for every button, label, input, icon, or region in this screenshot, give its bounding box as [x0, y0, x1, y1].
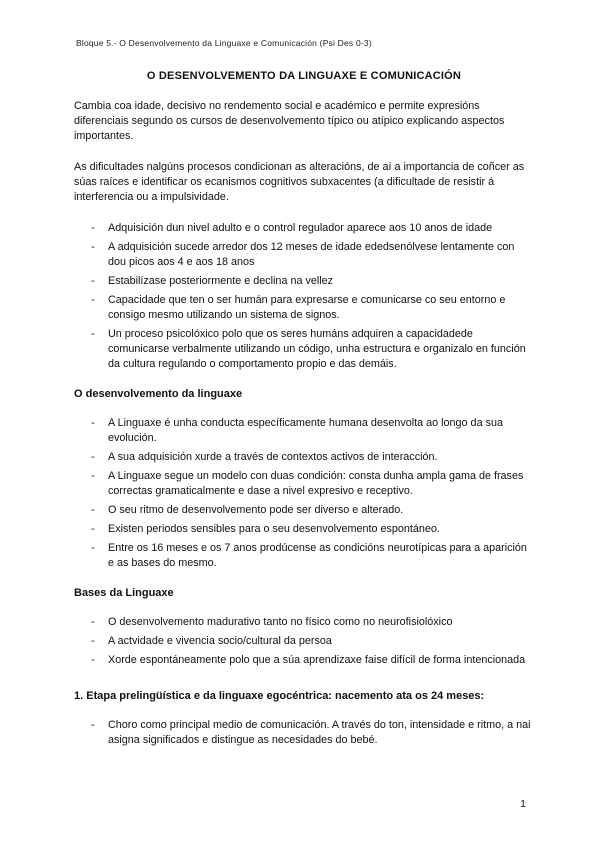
list-item: - Entre os 16 meses e os 7 anos prodúcense as condicións neurotípicas para a aparición e as bases do mesmo. [74, 541, 534, 571]
intro-paragraph: As dificultades nalgúns procesos condicionan as alteracións, de aí a importancia de coñcer as súas raíces e identificar os ecanismos cognitivos subxacentes (a dificultade de resistir á interferencia ou a impulsividade. [74, 161, 525, 203]
list-item: - Un proceso psicolóxico polo que os seres humáns adquiren a capacidadede comunicarse verbalmente utilizando un código, unha estructura e organizalo en función da cultura regulando o comportamento propio e das demáis. [74, 327, 534, 372]
list-item: - Existen periodos sensibles para o seu desenvolvemento espontáneo. [74, 522, 534, 537]
list-item: - A actvidade e vivencia socio/cultural da persoa [74, 634, 534, 649]
stage-heading: 1. Etapa prelingüística e da linguaxe egocéntrica: nacemento ata os 24 meses: [74, 690, 485, 702]
list-item: - O desenvolvemento madurativo tanto no físico como no neurofisiolóxico [74, 615, 534, 630]
list-item: - A Linguaxe é unha conducta específicamente humana desenvolta ao longo da sua evolución. [74, 416, 534, 446]
page-number: 1 [520, 798, 526, 810]
list-item: - Xorde espontáneamente polo que a súa aprendizaxe faise difícil de forma intencionada [74, 653, 534, 668]
list-item: - A adquisición sucede arredor dos 12 meses de idade ededsenólvese lentamente con dou picos aos 4 e aos 18 anos [74, 240, 534, 270]
list-item: - Adquisición dun nivel adulto e o control regulador aparece aos 10 anos de idade [74, 221, 534, 236]
section-heading: O desenvolvemento da linguaxe [74, 388, 243, 400]
section-list [74, 615, 534, 668]
intro-list [74, 221, 534, 372]
list-item: - Capacidade que ten o ser humán para expresarse e comunicarse co seu entorno e consigo mesmo utilizando un sistema de signos. [74, 293, 534, 323]
section-heading: Bases da Linguaxe [74, 587, 174, 599]
page-content [74, 70, 534, 764]
section-list [74, 718, 534, 748]
running-header: Bloque 5.- O Desenvolvemento da Linguaxe e Comunicación (Psi Des 0-3) [76, 38, 372, 48]
section-list [74, 416, 534, 571]
list-item: - Choro como principal medio de comunicación. A través do ton, intensidade e ritmo, a nai asigna significados e distingue as necesidades do bebé. [74, 718, 534, 748]
list-item: - A Linguaxe segue un modelo con duas condición: consta dunha ampla gama de frases correctas gramaticalmente e dase a nivel expresivo e receptivo. [74, 469, 534, 499]
list-item: - O seu ritmo de desenvolvemento pode ser diverso e alterado. [74, 503, 534, 518]
intro-paragraph: Cambia coa idade, decisivo no rendemento social e académico e permite expresións diferenciais segundo os cursos de desenvolvemento típico ou atípico explicando aspectos importantes. [74, 100, 505, 142]
list-item: - Estabilízase posteriormente e declina na vellez [74, 274, 534, 289]
list-item: - A sua adquisición xurde a través de contextos activos de interacción. [74, 450, 534, 465]
document-title: O DESENVOLVEMENTO DA LINGUAXE E COMUNICACIÓN [146, 70, 462, 82]
